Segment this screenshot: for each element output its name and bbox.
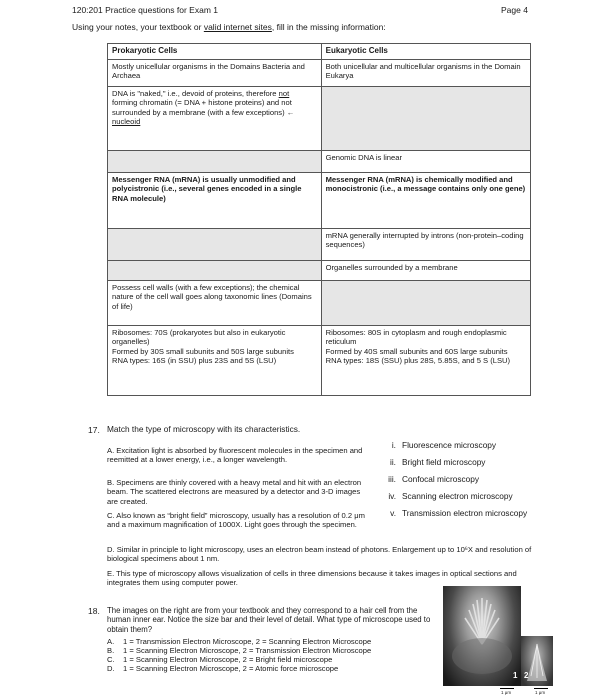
q17-text: Match the type of microscopy with its characteristics. bbox=[107, 424, 301, 434]
cell-pro-8-line1: Ribosomes: 70S (prokaryotes but also in eukaryotic organelles) bbox=[112, 328, 286, 347]
page-header-title: 120:201 Practice questions for Exam 1 bbox=[72, 5, 218, 15]
table-row bbox=[108, 281, 531, 326]
q18-option-c bbox=[107, 655, 332, 664]
table-row bbox=[108, 326, 531, 396]
cell-euk-8-line3: RNA types: 18S (SSU) plus 28S, 5.85S, and 5 S (LSU) bbox=[325, 356, 511, 366]
q17-choice-v bbox=[378, 508, 527, 518]
cell-euk-1: Both unicellular and multicellular organisms in the Domain Eukarya bbox=[321, 60, 530, 87]
q17-choice-i-label: Fluorescence microscopy bbox=[402, 440, 497, 450]
page-number: Page 4 bbox=[501, 5, 528, 15]
q17-choice-iii-label: Confocal microscopy bbox=[402, 474, 480, 484]
q18-option-b-text: 1 = Scanning Electron Microscope, 2 = Transmission Electron Microscope bbox=[123, 646, 372, 655]
cell-pro-5[interactable] bbox=[108, 229, 322, 261]
cell-pro-6[interactable] bbox=[108, 261, 322, 281]
cell-pro-2-nucleoid: nucleoid bbox=[112, 117, 141, 127]
cell-euk-8 bbox=[321, 326, 530, 396]
scale-label-1: 1 μm bbox=[501, 690, 512, 695]
cell-pro-2-b: forming chromatin (= DNA + histone proteins) and not surrounded by a membrane (with a few exceptions) ← bbox=[112, 98, 295, 117]
q18-option-a bbox=[107, 637, 371, 646]
q18-option-b bbox=[107, 646, 371, 655]
cell-pro-1: Mostly unicellular organisms in the Domains Bacteria and Archaea bbox=[108, 60, 322, 87]
cell-euk-7[interactable] bbox=[321, 281, 530, 326]
q17-choice-iv-numeral: iv. bbox=[388, 491, 396, 501]
q17-choice-i-numeral: i. bbox=[391, 440, 396, 450]
scale-bar-2 bbox=[534, 688, 548, 689]
cell-pro-8-line3: RNA types: 16S (in SSU) plus 23S and 5S (LSU) bbox=[112, 356, 277, 366]
table-header-row bbox=[108, 44, 531, 60]
q17-choice-ii bbox=[378, 457, 485, 467]
table-row bbox=[108, 261, 531, 281]
instructions-post: , fill in the missing information: bbox=[271, 22, 386, 32]
q17-choice-ii-numeral: ii. bbox=[390, 457, 396, 467]
cell-pro-3[interactable] bbox=[108, 151, 322, 173]
q17-choice-v-numeral: v. bbox=[390, 508, 396, 518]
cell-euk-3: Genomic DNA is linear bbox=[321, 151, 530, 173]
scale-bar-1 bbox=[500, 688, 514, 689]
cell-euk-4: Messenger RNA (mRNA) is chemically modified and monocistronic (i.e., a message contains only one gene) bbox=[321, 173, 530, 229]
q17-choice-iii-numeral: iii. bbox=[388, 474, 396, 484]
q17-option-a: A. Excitation light is absorbed by fluorescent molecules in the specimen and reemitted at a lower energy, i.e., a longer wavelength. bbox=[107, 446, 363, 465]
q17-choice-iv-label: Scanning electron microscopy bbox=[402, 491, 513, 501]
cell-pro-4: Messenger RNA (mRNA) is usually unmodified and polycistronic (i.e., several genes encoded in a single RNA molecule) bbox=[108, 173, 322, 229]
q18-option-a-text: 1 = Transmission Electron Microscope, 2 = Scanning Electron Microscope bbox=[123, 637, 372, 646]
q17-choice-ii-label: Bright field microscopy bbox=[402, 457, 486, 467]
q17-option-e: E. This type of microscopy allows visualization of cells in three dimensions because it takes images in optical sections and integrates them using computer power. bbox=[107, 569, 517, 588]
cell-euk-5: mRNA generally interrupted by introns (non-protein–coding sequences) bbox=[321, 229, 530, 261]
q17-choice-iv bbox=[378, 491, 513, 501]
q18-number: 18. bbox=[88, 606, 100, 616]
micrograph-label-2: 2 bbox=[524, 671, 529, 680]
q18-option-b-letter: B. bbox=[107, 646, 115, 655]
micrograph-label-1: 1 bbox=[513, 671, 518, 680]
q17-number: 17. bbox=[88, 425, 100, 435]
instructions-link[interactable]: valid internet sites bbox=[203, 22, 272, 32]
table-row bbox=[108, 229, 531, 261]
header-prokaryotic: Prokaryotic Cells bbox=[108, 44, 322, 60]
cell-euk-8-line2: Formed by 40S small subunits and 60S large subunits bbox=[325, 346, 508, 356]
cell-pro-2-a: DNA is "naked," i.e., devoid of proteins, therefore bbox=[112, 89, 277, 98]
cell-comparison-table bbox=[107, 43, 531, 396]
cell-pro-7: Possess cell walls (with a few exceptions); the chemical nature of the cell wall goes along taxonomic lines (Domains of life) bbox=[108, 281, 322, 326]
q18-option-d bbox=[107, 664, 338, 673]
cell-pro-8 bbox=[108, 326, 322, 396]
cell-euk-6: Organelles surrounded by a membrane bbox=[321, 261, 530, 281]
cell-pro-8-line2: Formed by 30S small subunits and 50S large subunits bbox=[112, 346, 294, 356]
instructions bbox=[72, 22, 386, 32]
q18-option-c-text: 1 = Scanning Electron Microscope, 2 = Bright field microscope bbox=[123, 655, 333, 664]
q17-choice-v-label: Transmission electron microscopy bbox=[402, 508, 528, 518]
table-row bbox=[108, 151, 531, 173]
cell-euk-2[interactable] bbox=[321, 87, 530, 151]
q18-option-d-letter: D. bbox=[107, 664, 115, 673]
scale-label-2: 1 μm bbox=[535, 690, 546, 695]
q18-text: The images on the right are from your textbook and they correspond to a hair cell from the human inner ear. Notice the size bar and their level of detail. What type of microscope used to obtain them? bbox=[107, 606, 431, 634]
cell-pro-2 bbox=[108, 87, 322, 151]
cell-pro-2-not: not bbox=[278, 89, 290, 98]
header-eukaryotic: Eukaryotic Cells bbox=[321, 44, 530, 60]
table-row bbox=[108, 60, 531, 87]
table-row bbox=[108, 87, 531, 151]
q18-option-c-letter: C. bbox=[107, 655, 115, 664]
instructions-pre: Using your notes, your textbook or bbox=[72, 22, 204, 32]
q17-choice-iii bbox=[378, 474, 479, 484]
q17-option-c: C. Also known as “bright field” microscopy, usually has a resolution of 0.2 μm and a maximum magnification of 1000X. Light goes through the specimen. bbox=[107, 511, 365, 530]
q18-option-a-letter: A. bbox=[107, 637, 115, 646]
q18-option-d-text: 1 = Scanning Electron Microscope, 2 = Atomic force microscope bbox=[123, 664, 339, 673]
q17-option-d: D. Similar in principle to light microscopy, uses an electron beam instead of photons. Enlargement up to 10⁶X and resolution of biological specimens about 1 nm. bbox=[107, 545, 532, 564]
cell-euk-8-line1: Ribosomes: 80S in cytoplasm and rough endoplasmic reticulum bbox=[325, 328, 507, 347]
micrograph-image-1 bbox=[443, 586, 521, 686]
q17-option-b: B. Specimens are thinly covered with a heavy metal and hit with an electron beam. The scattered electrons are measured by a detector and 3-D images are created. bbox=[107, 478, 362, 506]
q17-choice-i bbox=[378, 440, 496, 450]
table-row bbox=[108, 173, 531, 229]
